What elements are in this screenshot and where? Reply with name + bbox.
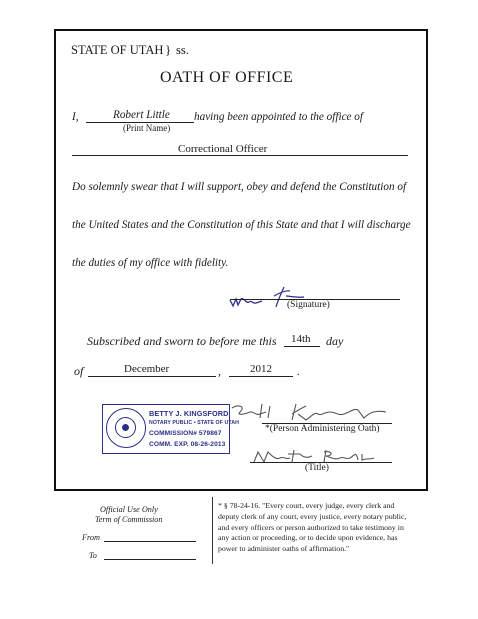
- sworn-day: 14th: [291, 333, 311, 345]
- stamp-commission: COMMISSION# 579867: [149, 430, 222, 437]
- document-title: OATH OF OFFICE: [160, 69, 294, 86]
- notary-stamp: [102, 404, 239, 454]
- from-label: From: [82, 533, 100, 542]
- to-rule: [104, 559, 196, 560]
- notary-seal-icon: [106, 408, 146, 448]
- day-rule: [284, 346, 320, 347]
- appointee-name: Robert Little: [113, 109, 170, 121]
- state-of-utah-label: STATE OF UTAH: [71, 43, 164, 57]
- day-word: day: [326, 334, 344, 348]
- comma: ,: [218, 364, 221, 378]
- office-title: Correctional Officer: [178, 143, 268, 155]
- ss-label: ss.: [176, 43, 189, 57]
- term-of-commission-label: Term of Commission: [95, 515, 163, 524]
- title-caption: (Title): [305, 463, 329, 473]
- stamp-line-2: NOTARY PUBLIC • STATE OF UTAH: [149, 420, 239, 426]
- brace: }: [165, 42, 172, 57]
- statute-text: * § 78-24-16. "Every court, every judge, every clerk and deputy clerk of any court, every justice, every notary public, and every officers or person authorized to take testimony in any action or proceeding, or to decide upon evidence, has power to administer oaths of affirmation.": [218, 501, 407, 554]
- oath-line-3: the duties of my office with fidelity.: [72, 257, 229, 269]
- signature-caption: (Signature): [287, 300, 330, 310]
- sworn-month: December: [124, 363, 170, 375]
- of-word: of: [74, 364, 84, 378]
- official-use-label: Official Use Only: [100, 505, 158, 514]
- sworn-text: Subscribed and sworn to before me this: [87, 334, 277, 348]
- to-label: To: [89, 551, 97, 560]
- sworn-year: 2012: [250, 363, 272, 375]
- stamp-name: BETTY J. KINGSFORD: [149, 409, 229, 418]
- stamp-expiration: COMM. EXP. 08-26-2013: [149, 441, 226, 448]
- month-rule: [88, 376, 216, 377]
- footer-divider: [212, 497, 213, 564]
- print-name-caption: (Print Name): [123, 123, 171, 133]
- from-rule: [104, 541, 196, 542]
- oath-line-1: Do solemnly swear that I will support, obey and defend the Constitution of: [72, 181, 407, 193]
- period: .: [297, 364, 300, 378]
- i-prefix: I,: [72, 111, 79, 123]
- office-rule: [72, 155, 408, 156]
- administering-caption: *(Person Administering Oath): [265, 424, 380, 434]
- oath-line-2: the United States and the Constitution of this State and that I will discharge: [72, 219, 411, 231]
- year-rule: [229, 376, 293, 377]
- appointment-text: having been appointed to the office of: [194, 111, 364, 123]
